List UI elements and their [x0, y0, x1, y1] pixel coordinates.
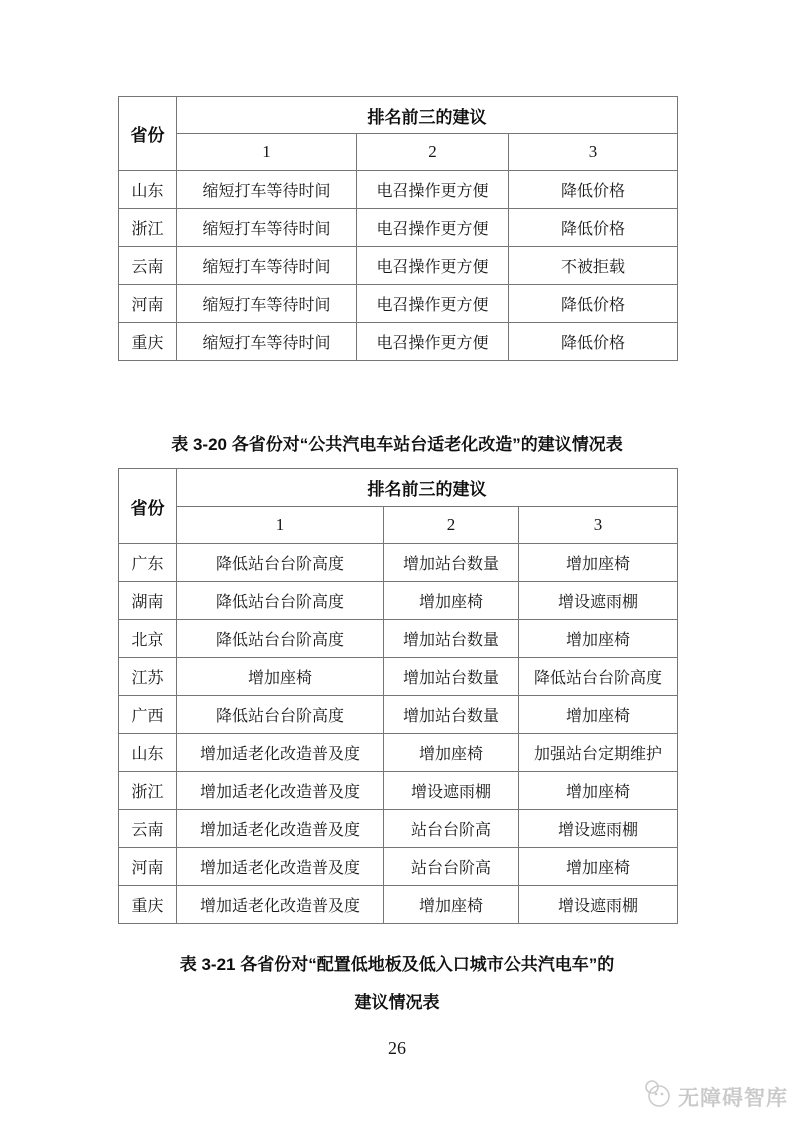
suggestion-cell: 电召操作更方便: [357, 323, 509, 361]
province-cell: 广东: [119, 544, 177, 582]
suggestion-cell: 缩短打车等待时间: [177, 323, 357, 361]
suggestion-cell: 降低价格: [509, 171, 678, 209]
rank-col-3: 3: [509, 134, 678, 171]
table-taxi-suggestions: [118, 96, 678, 361]
table-caption-3-21: [0, 946, 794, 1022]
suggestion-cell: 电召操作更方便: [357, 247, 509, 285]
caption-line-2: 建议情况表: [354, 993, 440, 1012]
suggestion-cell: 增加适老化改造普及度: [177, 848, 384, 886]
province-cell: 河南: [119, 285, 177, 323]
province-cell: 河南: [119, 848, 177, 886]
rank-col-3: 3: [519, 507, 678, 544]
page-number: 26: [388, 1038, 406, 1058]
province-header: 省份: [119, 97, 177, 171]
suggestion-cell: 增加座椅: [519, 620, 678, 658]
suggestion-cell: 缩短打车等待时间: [177, 285, 357, 323]
suggestion-cell: 增加座椅: [519, 544, 678, 582]
suggestion-cell: 降低站台台阶高度: [177, 696, 384, 734]
suggestion-cell: 增加座椅: [384, 734, 519, 772]
table-row: [119, 247, 678, 285]
province-cell: 山东: [119, 171, 177, 209]
table-platform-suggestions: [118, 468, 678, 924]
suggestion-cell: 增加适老化改造普及度: [177, 734, 384, 772]
province-header: 省份: [119, 469, 177, 544]
top3-header: 排名前三的建议: [177, 97, 678, 134]
suggestion-cell: 降低价格: [509, 285, 678, 323]
rank-col-1: 1: [177, 134, 357, 171]
table-row: [119, 620, 678, 658]
table-row: [119, 696, 678, 734]
table-row: [119, 171, 678, 209]
province-cell: 浙江: [119, 209, 177, 247]
province-cell: 湖南: [119, 582, 177, 620]
suggestion-cell: 降低站台台阶高度: [177, 544, 384, 582]
suggestion-cell: 增加座椅: [384, 582, 519, 620]
province-cell: 浙江: [119, 772, 177, 810]
suggestion-cell: 降低价格: [509, 209, 678, 247]
suggestion-cell: 增加站台数量: [384, 620, 519, 658]
suggestion-cell: 增加座椅: [519, 848, 678, 886]
province-cell: 广西: [119, 696, 177, 734]
province-cell: 云南: [119, 810, 177, 848]
table-row: [119, 544, 678, 582]
suggestion-cell: 增设遮雨棚: [384, 772, 519, 810]
table-row: [119, 658, 678, 696]
suggestion-cell: 站台台阶高: [384, 848, 519, 886]
top3-header: 排名前三的建议: [177, 469, 678, 507]
rank-col-1: 1: [177, 507, 384, 544]
suggestion-cell: 缩短打车等待时间: [177, 247, 357, 285]
suggestion-cell: 不被拒载: [509, 247, 678, 285]
suggestion-cell: 增加座椅: [177, 658, 384, 696]
table-row: [119, 323, 678, 361]
suggestion-cell: 增加适老化改造普及度: [177, 810, 384, 848]
rank-col-2: 2: [357, 134, 509, 171]
suggestion-cell: 增设遮雨棚: [519, 582, 678, 620]
table-row: [119, 582, 678, 620]
suggestion-cell: 增加座椅: [519, 772, 678, 810]
suggestion-cell: 增加座椅: [384, 886, 519, 924]
suggestion-cell: 加强站台定期维护: [519, 734, 678, 772]
caption-line-1: 表 3-21 各省份对“配置低地板及低入口城市公共汽电车”的: [179, 955, 615, 974]
suggestion-cell: 增加站台数量: [384, 696, 519, 734]
table-row: [119, 285, 678, 323]
suggestion-cell: 降低价格: [509, 323, 678, 361]
suggestion-cell: 增设遮雨棚: [519, 886, 678, 924]
suggestion-cell: 电召操作更方便: [357, 171, 509, 209]
province-cell: 江苏: [119, 658, 177, 696]
province-cell: 重庆: [119, 323, 177, 361]
suggestion-cell: 缩短打车等待时间: [177, 171, 357, 209]
province-cell: 云南: [119, 247, 177, 285]
watermark-text: 无障碍智库: [678, 1086, 788, 1110]
table-row: [119, 209, 678, 247]
think-tank-logo-icon: [642, 1079, 672, 1114]
rank-col-2: 2: [384, 507, 519, 544]
table-row: [119, 734, 678, 772]
suggestion-cell: 降低站台台阶高度: [177, 582, 384, 620]
suggestion-cell: 增加适老化改造普及度: [177, 886, 384, 924]
table-row: [119, 848, 678, 886]
table-row: [119, 886, 678, 924]
suggestion-cell: 电召操作更方便: [357, 209, 509, 247]
suggestion-cell: 缩短打车等待时间: [177, 209, 357, 247]
table-row: [119, 772, 678, 810]
suggestion-cell: 增设遮雨棚: [519, 810, 678, 848]
watermark: [642, 1079, 788, 1114]
suggestion-cell: 增加适老化改造普及度: [177, 772, 384, 810]
province-cell: 重庆: [119, 886, 177, 924]
suggestion-cell: 降低站台台阶高度: [177, 620, 384, 658]
suggestion-cell: 增加站台数量: [384, 658, 519, 696]
province-cell: 北京: [119, 620, 177, 658]
suggestion-cell: 增加座椅: [519, 696, 678, 734]
suggestion-cell: 电召操作更方便: [357, 285, 509, 323]
table-row: [119, 810, 678, 848]
province-cell: 山东: [119, 734, 177, 772]
suggestion-cell: 站台台阶高: [384, 810, 519, 848]
suggestion-cell: 降低站台台阶高度: [519, 658, 678, 696]
table-caption-3-20: 表 3-20 各省份对“公共汽电车站台适老化改造”的建议情况表: [171, 435, 623, 454]
suggestion-cell: 增加站台数量: [384, 544, 519, 582]
